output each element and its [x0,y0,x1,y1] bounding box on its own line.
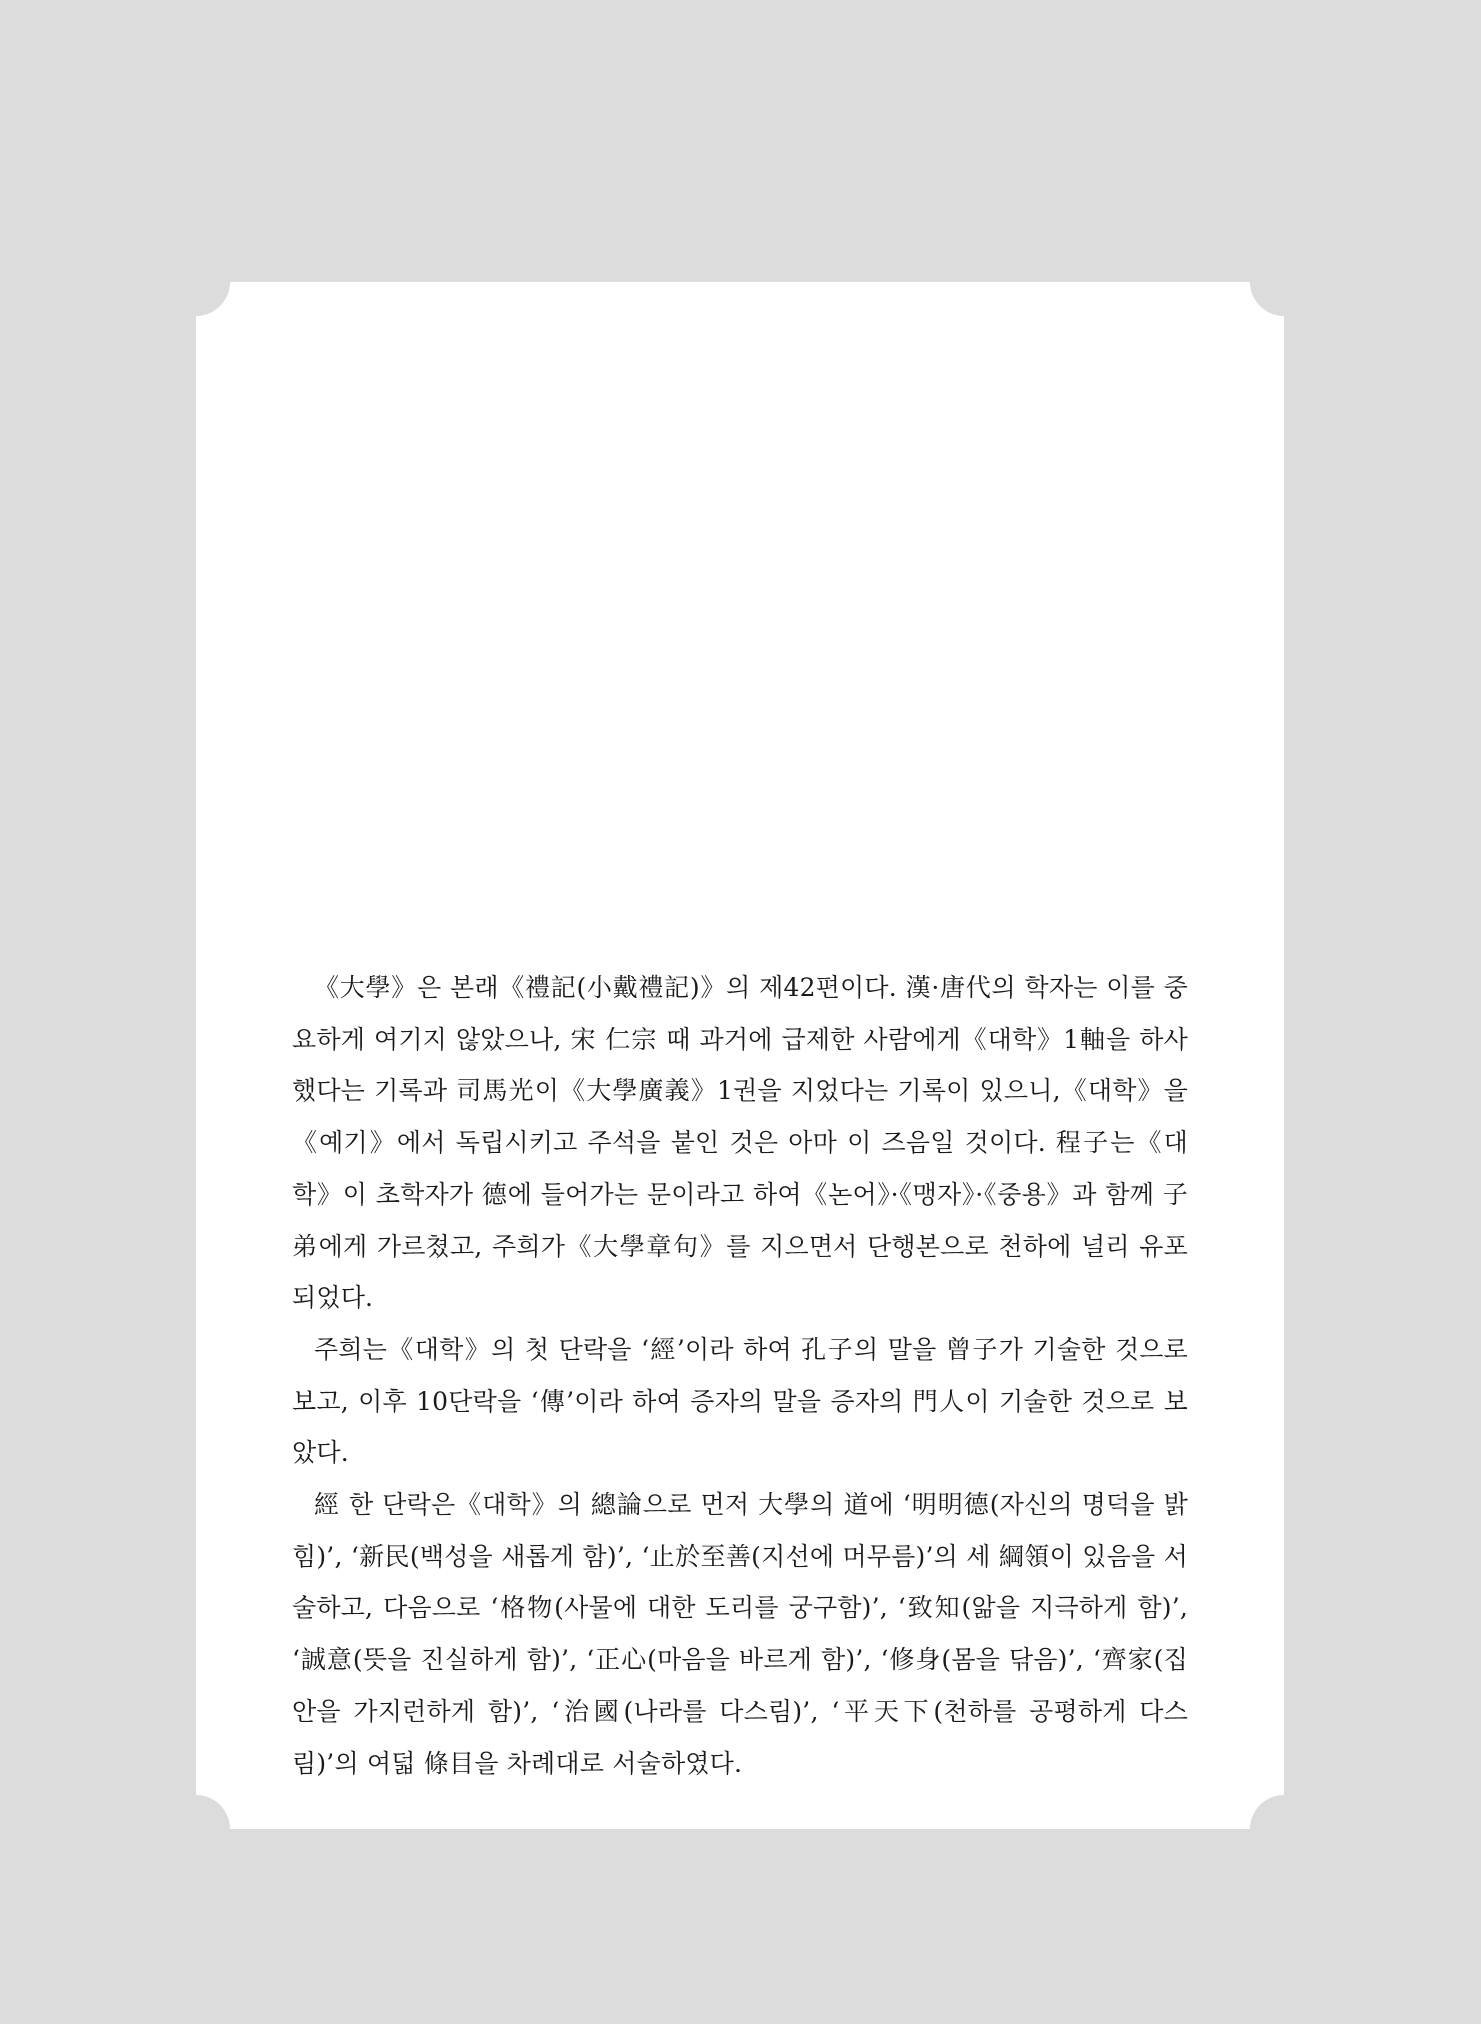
paragraph-structure: 주희는《대학》의 첫 단락을 ‘經’이라 하여 孔子의 말을 曾子가 기술한 것으로 보고, 이후 10단락을 ‘傳’이라 하여 증자의 말을 증자의 門人이 기술한 것으로 보았다. [292,1334,1188,1468]
corner-notch-bottom-left [162,1795,230,1863]
body-text [292,962,1188,1789]
paragraph-outline: 經 한 단락은《대학》의 總論으로 먼저 大學의 道에 ‘明明德(자신의 명덕을 밝힘)’, ‘新民(백성을 새롭게 함)’, ‘止於至善(지선에 머무름)’의 세 綱領이 있음을 서술하고, 다음으로 ‘格物(사물에 대한 도리를 궁구함)’, ‘致知(앎을 지극하게 함)’, ‘誠意(뜻을 진실하게 함)’, ‘正心(마음을 바르게 함)’, ‘修身(몸을 닦음)’, ‘齊家(집안을 가지런하게 함)’, ‘治國(나라를 다스림)’, ‘平天下(천하를 공평하게 다스림)’의 여덟 條目을 차례대로 서술하였다. [292,1490,1188,1778]
corner-notch-top-right [1250,248,1318,316]
paragraph-intro: 《大學》은 본래《禮記(小戴禮記)》의 제42편이다. 漢·唐代의 학자는 이를 중요하게 여기지 않았으나, 宋 仁宗 때 과거에 급제한 사람에게《대학》1軸을 하사했다는 기록과 司馬光이《大學廣義》1권을 지었다는 기록이 있으니,《대학》을《예기》에서 독립시키고 주석을 붙인 것은 아마 이 즈음일 것이다. 程子는《대학》이 초학자가 德에 들어가는 문이라고 하여《논어》·《맹자》·《중용》과 함께 子弟에게 가르쳤고, 주희가《大學章句》를 지으면서 단행본으로 천하에 널리 유포되었다. [292,973,1188,1313]
corner-notch-bottom-right [1250,1795,1318,1863]
corner-notch-top-left [162,248,230,316]
page-panel [196,282,1284,1829]
